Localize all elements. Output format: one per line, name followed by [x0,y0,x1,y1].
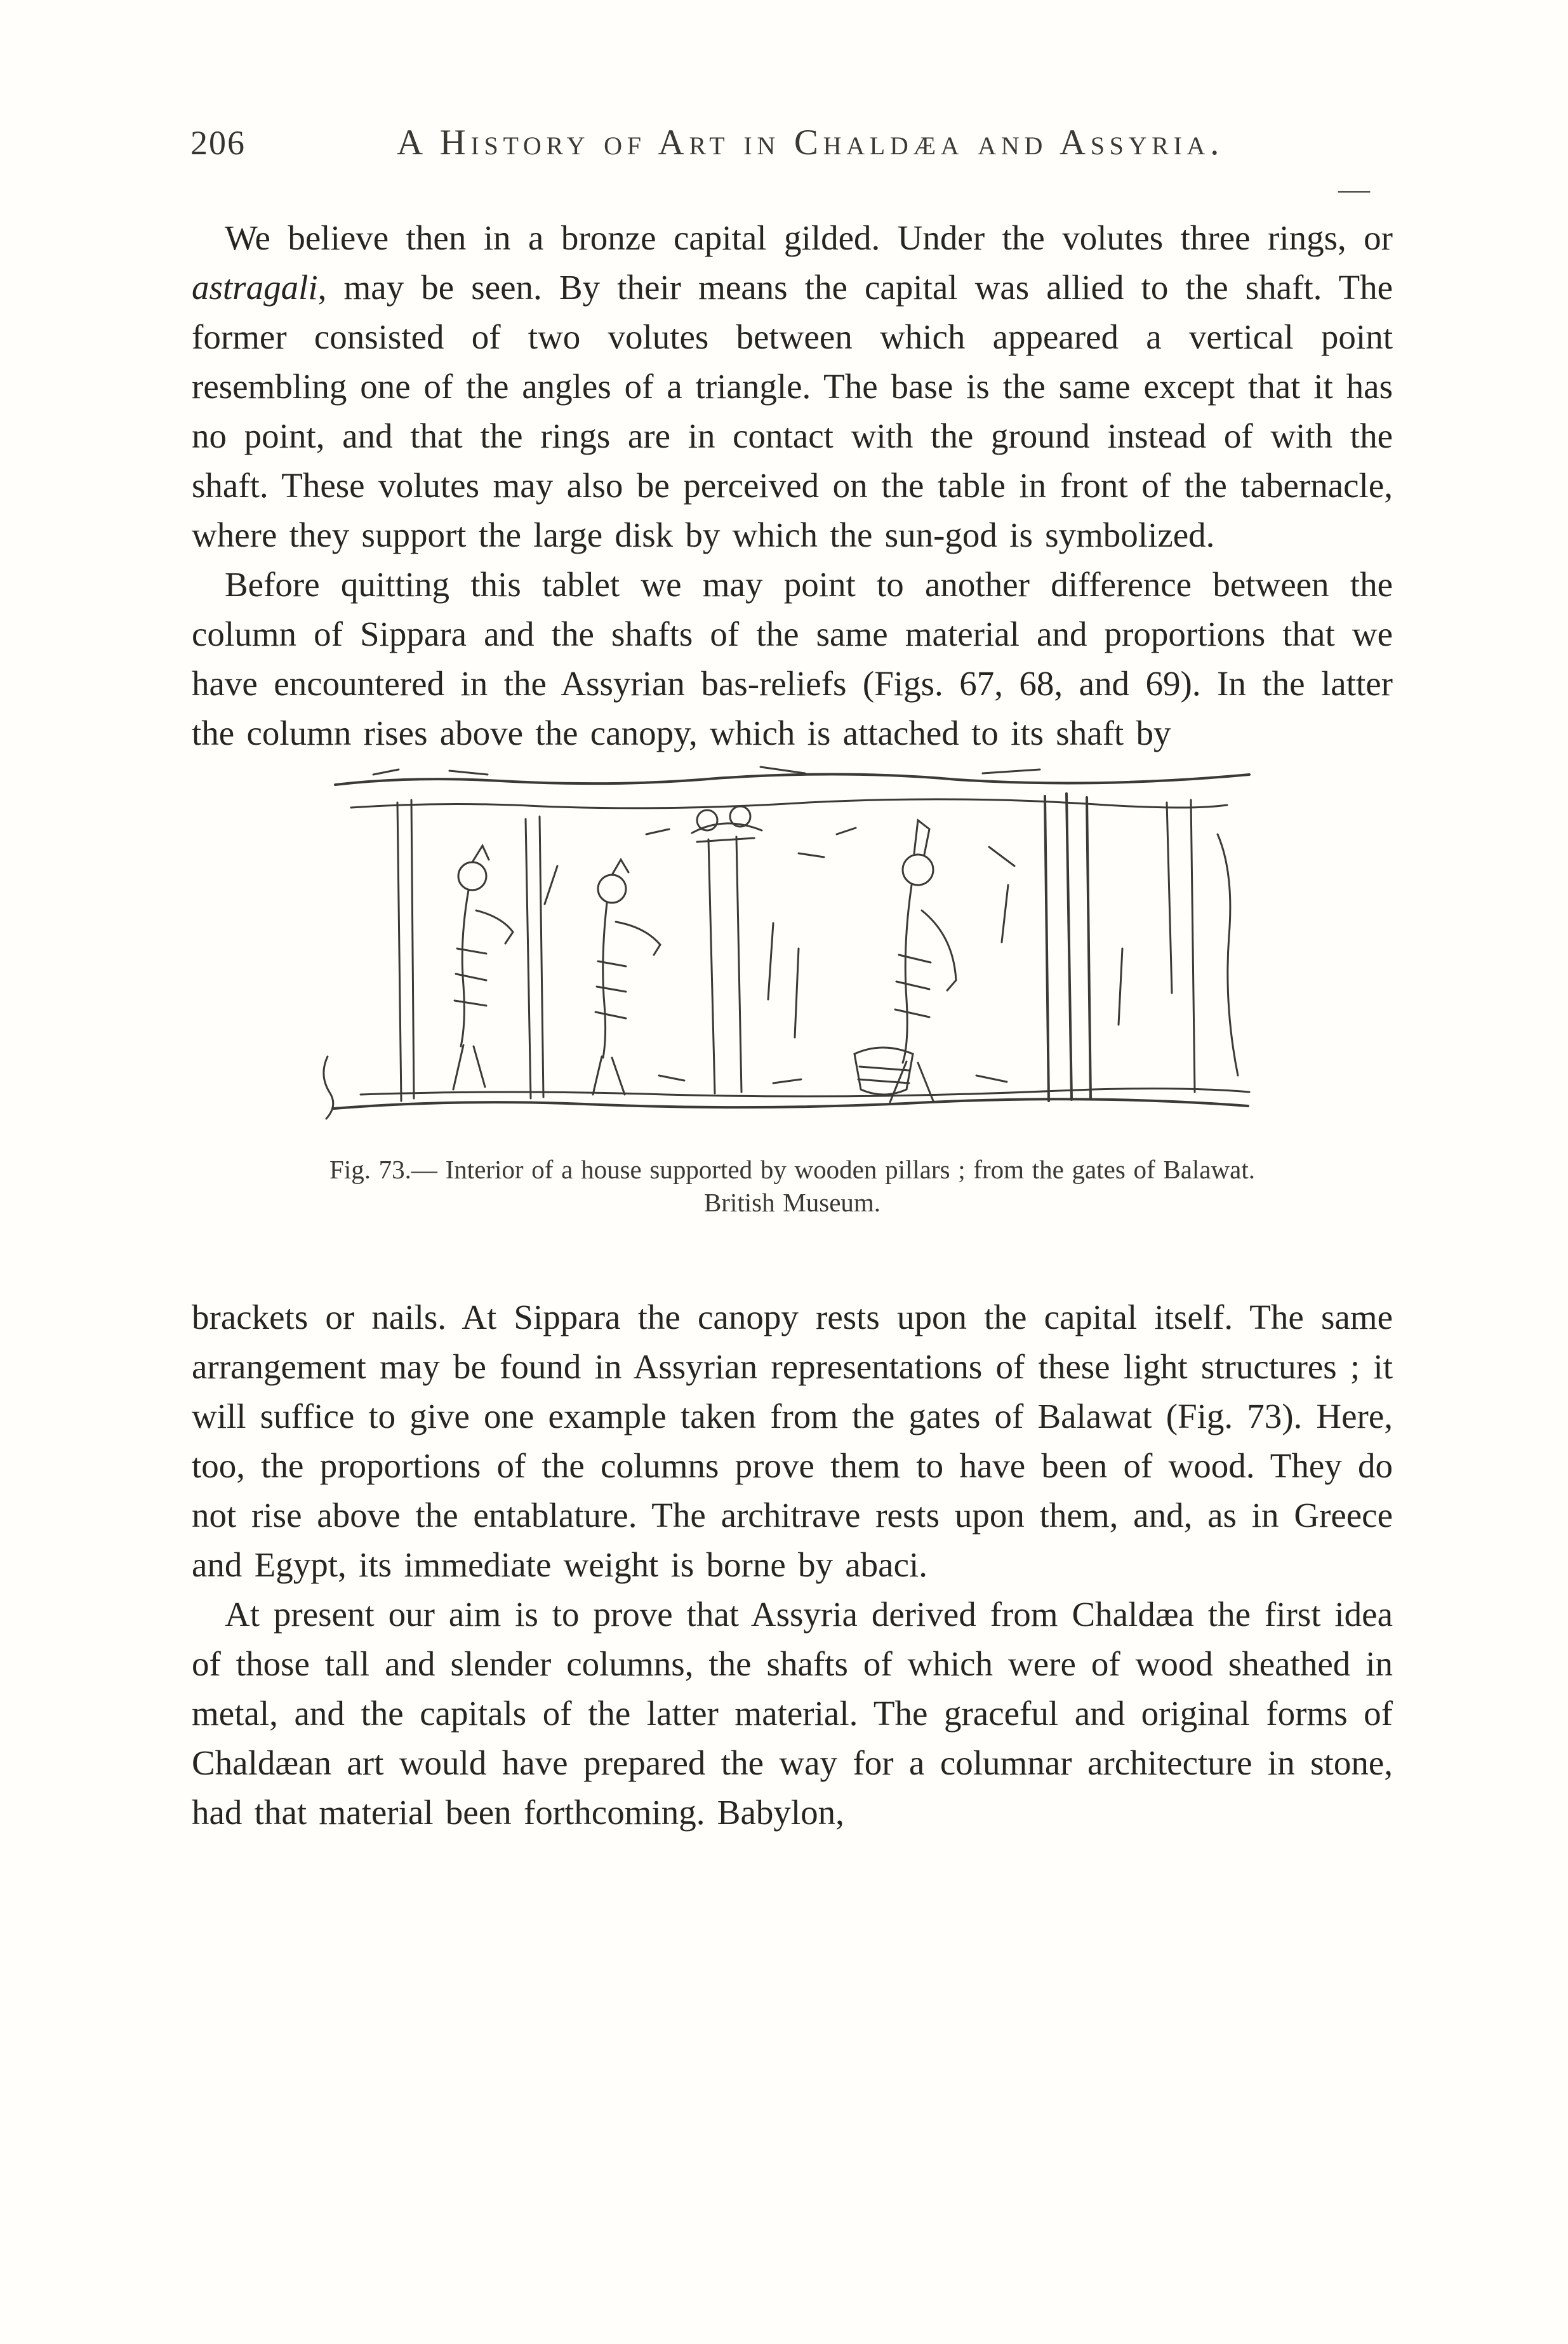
figure-caption-line-1: Fig. 73.— Interior of a house supported by wooden pillars ; from the gates of Balawat. [329,1155,1255,1184]
paragraph-4: At present our aim is to prove that Assyria derived from Chaldæa the first idea of those tall and slender columns, the shafts of which were of wood sheathed in metal, and the capitals of the latter material. The graceful and original forms of Chaldæan art would have prepared the way for a columnar architecture in stone, had that material been forthcoming. Babylon, [192,1595,1393,1832]
paragraph-1-italic-word: astragali [192,268,318,307]
text-column [192,213,1393,1837]
header-dash-mark: — [1338,171,1370,206]
figure-73 [316,758,1268,1219]
figure-caption-line-2: British Museum. [703,1188,881,1217]
paragraph-1-run-a: We believe then in a bronze capital gilded. Under the volutes three rings, or [225,218,1393,257]
figure-engraving [316,758,1268,1126]
running-title: A History of Art in Chaldæa and Assyria. [397,123,1225,163]
paragraph-1-run-b: , may be seen. By their means the capital was allied to the shaft. The former consisted of two volutes between which appeared a vertical point resembling one of the angles of a triangle. The base is the same except that it has no point, and that the rings are in contact with the ground instead of with the shaft. These volutes may also be perceived on the table in front of the tabernacle, where they support the large disk by which the sun-god is symbolized. [192,268,1393,554]
page-number: 206 [190,124,246,162]
paragraph-1 [192,213,1393,560]
page-header [190,122,1393,163]
figure-caption [316,1153,1268,1219]
paragraph-2: Before quitting this tablet we may point to another difference between the column of Sippara and the shafts of the same material and proportions that we have encountered in the Assyrian bas-reliefs (Figs. 67, 68, and 69). In the latter the column rises above the canopy, which is attached to its shaft by [192,565,1393,752]
paragraph-3: brackets or nails. At Sippara the canopy rests upon the capital itself. The same arrangement may be found in Assyrian representations of these light structures ; it will suffice to give one example taken from the gates of Balawat (Fig. 73). Here, too, the proportions of the columns prove them to have been of wood. They do not rise above the entablature. The architrave rests upon them, and, as in Greece and Egypt, its immediate weight is borne by abaci. [192,1298,1393,1584]
